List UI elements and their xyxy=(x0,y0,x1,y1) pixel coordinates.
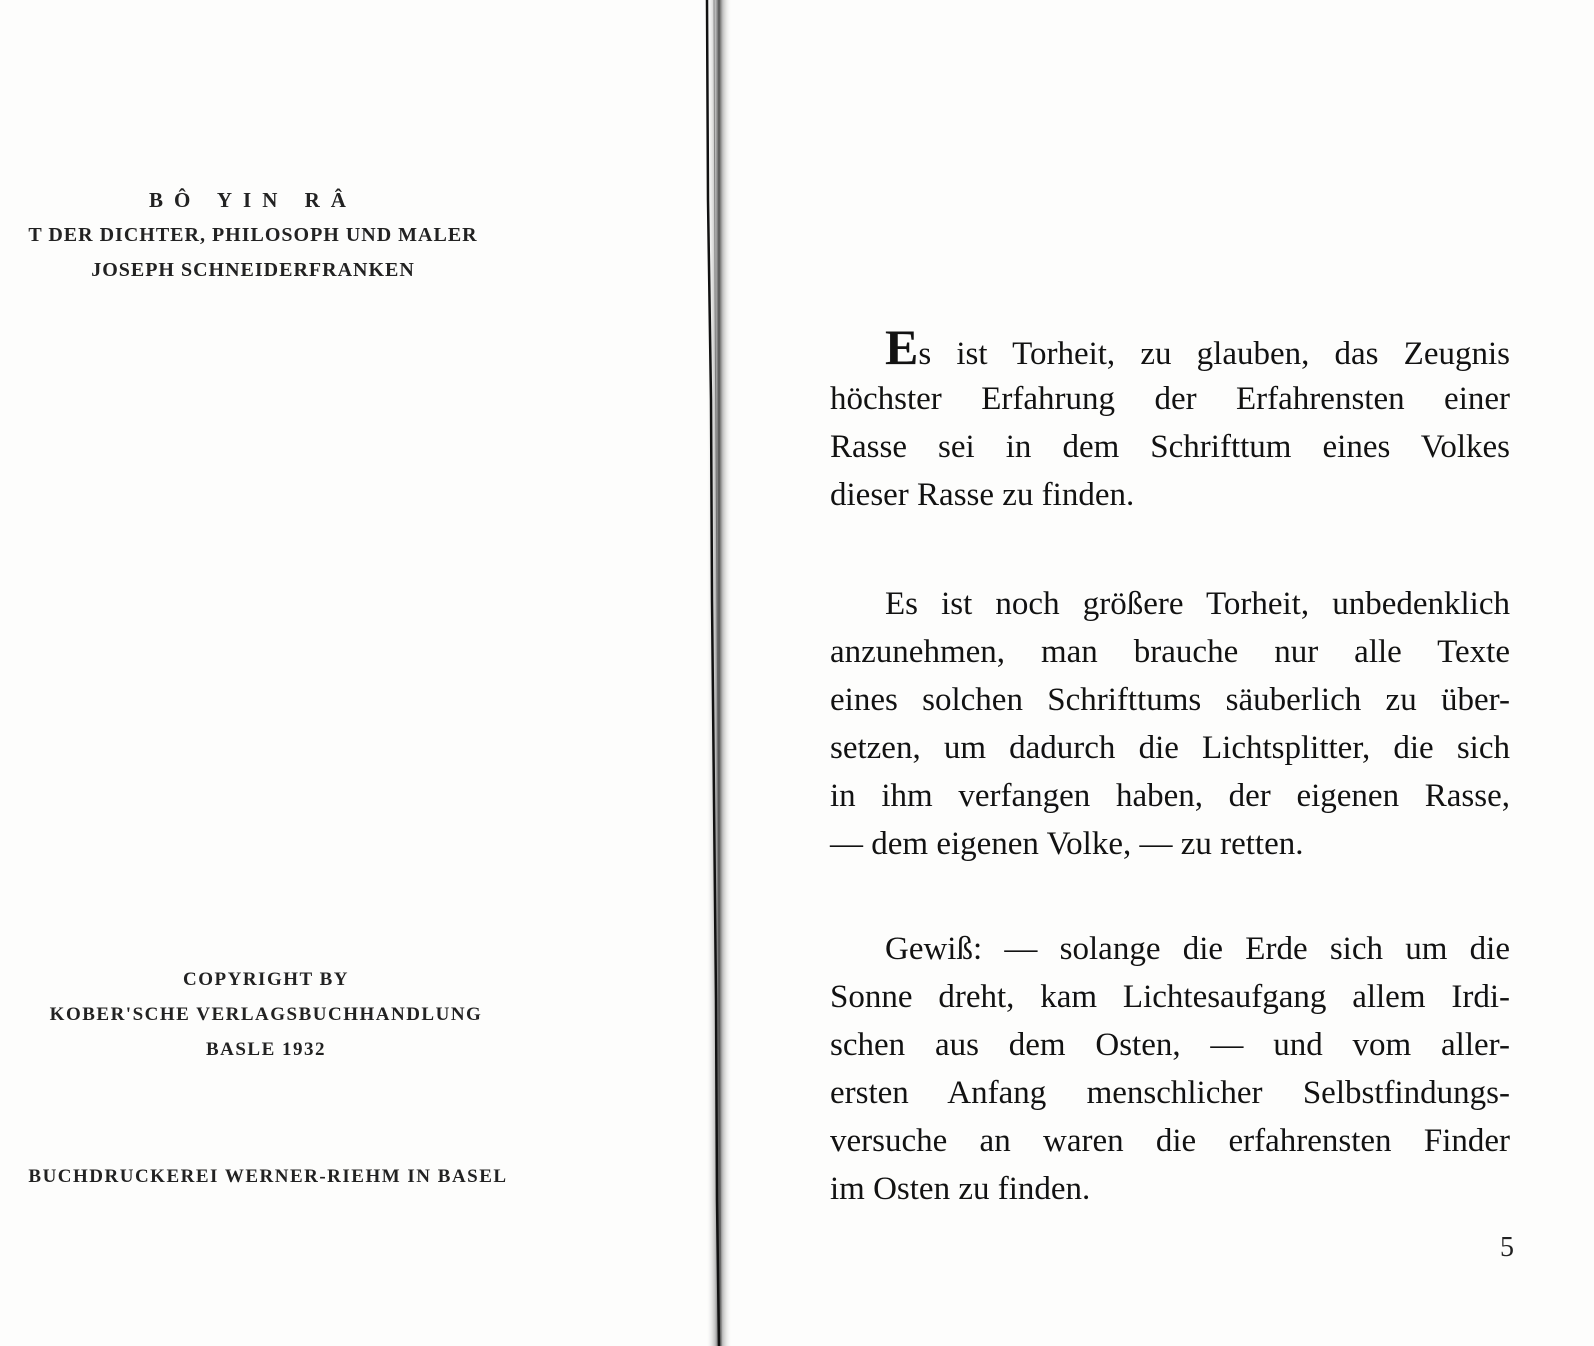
publisher-name: KOBER'SCHE VERLAGSBUCHHANDLUNG xyxy=(49,1004,483,1025)
paragraph-3-line-4: ersten Anfang menschlicher Selbstfindungs- xyxy=(830,1075,1510,1111)
paragraph-3-line-6: im Osten zu finden. xyxy=(830,1171,1091,1207)
page-number: 5 xyxy=(1500,1232,1514,1263)
paragraph-3-line-1: Gewiß: — solange die Erde sich um die xyxy=(885,931,1510,967)
paragraph-1-line-3: Rasse sei in dem Schrifttum eines Volkes xyxy=(830,429,1510,465)
paragraph-2-line-1: Es ist noch größere Torheit, unbedenklich xyxy=(885,586,1510,622)
place-year: BASLE 1932 xyxy=(205,1039,327,1060)
drop-cap: E xyxy=(885,319,919,375)
paragraph-3-line-3: schen aus dem Osten, — und vom aller- xyxy=(830,1027,1510,1063)
paragraph-1-line-4: dieser Rasse zu finden. xyxy=(830,477,1135,513)
paragraph-2-line-2: anzunehmen, man brauche nur alle Texte xyxy=(830,634,1510,670)
paragraph-3-line-2: Sonne dreht, kam Lichtesaufgang allem Irdi- xyxy=(830,979,1510,1015)
author-real-name: JOSEPH SCHNEIDERFRANKEN xyxy=(91,259,415,281)
right-page-text xyxy=(740,0,1594,1346)
paragraph-2-line-5: in ihm verfangen haben, der eigenen Rasse, xyxy=(830,778,1510,814)
paragraph-1-line-2: höchster Erfahrung der Erfahrensten einer xyxy=(830,381,1510,417)
paragraph-2-line-6: — dem eigenen Volke, — zu retten. xyxy=(830,826,1304,862)
copyright-label: COPYRIGHT BY xyxy=(183,969,349,990)
left-page-imprint xyxy=(0,0,705,1346)
paragraph-3 xyxy=(830,925,1510,1213)
paragraph-1 xyxy=(830,319,1510,519)
paragraph-3-line-5: versuche an waren die erfahrensten Finder xyxy=(830,1123,1510,1159)
author-description: T DER DICHTER, PHILOSOPH UND MALER xyxy=(28,224,478,246)
printer-name: BUCHDRUCKEREI WERNER-RIEHM IN BASEL xyxy=(28,1166,508,1187)
author-name: BÔ YIN RÂ xyxy=(149,188,357,212)
paragraph-1-line-1: Es ist Torheit, zu glauben, das Zeugnis xyxy=(885,319,1510,375)
book-gutter xyxy=(702,0,742,1346)
paragraph-2 xyxy=(830,580,1510,868)
paragraph-2-line-4: setzen, um dadurch die Lichtsplitter, die sich xyxy=(830,730,1510,766)
paragraph-2-line-3: eines solchen Schrifttums säuberlich zu über- xyxy=(830,682,1510,718)
